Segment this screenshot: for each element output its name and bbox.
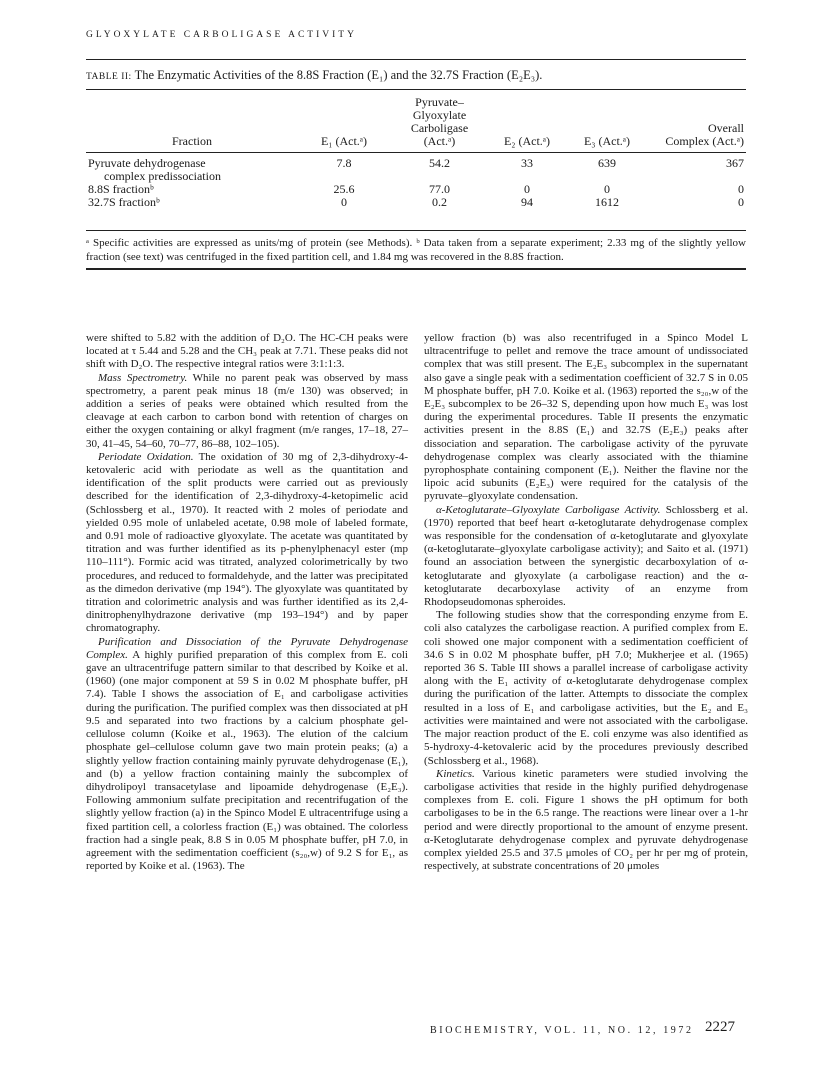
fraction-name: 32.7S fractionᵇ [88,195,160,209]
carboligase-cell: 0.2 [432,195,447,209]
section-heading: Mass Spectrometry. [98,371,188,384]
fraction-name-continued: complex predissociation [104,169,221,183]
fraction-cell [86,153,298,184]
e1-cell: 0 [341,195,347,209]
col-header-overall-line: Complex (Act.ᵃ) [665,134,744,148]
e2-cell: 0 [524,182,530,196]
paragraph-text: Schlossberg et al. (1970) reported that beef heart α-ketoglutarate dehydrogenase complex was responsible for the condensation of α-ketoglutarate and glyoxylate (α-ketoglutarate–glyoxylate carboligase activity); and Saito et al. (1971) found an association between the synergistic decarboxylation of α-ketoglutarate and glyoxylate (a carboligase reaction) and the α-ketoglutarate decarboxylase activity of an enzyme from Rhodopseudomonas spheroides. [424,503,748,609]
section-heading: α-Ketoglutarate–Glyoxylate Carboligase Activity. [436,503,661,516]
paragraph-text: A highly purified preparation of this complex from E. coli gave an ultracentrifuge pattern similar to that described by Koike et al. (1960) (one major component at 59 S in 0.02 M phosphate buffer, pH 7.4). Table I shows the association of E₁ and carboligase activities during the purification. The purified complex was then dissociated at pH 9.5 and separated into two fractions by a calcium phosphate gel-cellulose column (Koike et al., 1963). The elution of the calcium phosphate gel–cellulose column gave two main protein peaks; (a) a slightly yellow fraction containing mainly pyruvate dehydrogenase (E₁), and (b) a yellow fraction containing mainly the subcomplex of dihydrolipoyl transacetylase and lipoamide dehydrogenase (E₂E₃). Following ammonium sulfate precipitation and recentrifugation of the slightly yellow fraction (a) in the Spinco Model E ultracentrifuge using a fixed partition cell, a colorless fraction (E₁) was obtained. The colorless fraction had a single peak, 8.8 S in 0.05 M phosphate buffer, pH 7.0, in agreement with the sedimentation coefficient (s₂₀,w) of 9.2 S for E₁, as reported by Koike et al. (1963). The [86,648,408,873]
e3-cell: 1612 [595,195,619,209]
table-label: TABLE II: [86,72,132,82]
col-header-e2: E₂ (Act.ᵃ) [489,94,565,153]
paragraph [86,451,408,636]
col-header-e1: E₁ (Act.ᵃ) [298,94,390,153]
table-row [86,196,746,209]
table-footnote: ᵃ Specific activities are expressed as units/mg of protein (see Methods). ᵇ Data taken from a separate experiment; 2.33 mg of the slightly yellow fraction (see text) was centrifuged in the fixed partition cell, and 1.84 mg was recovered in the 8.8S fraction. [86,237,746,263]
table-caption [86,68,542,83]
page-number: 2227 [705,1019,735,1035]
right-text-column [424,332,748,873]
table-bottom-rule [86,268,746,270]
col-header-carboligase-line: Carboligase [410,121,469,135]
e3-cell: 639 [598,156,616,170]
carboligase-cell: 54.2 [429,156,450,170]
e2-cell: 94 [521,195,533,209]
paragraph [86,372,408,451]
paragraph-text: While no parent peak was observed by mass spectrometry, a parent peak minus 18 (m/e 130) was observed; in addition a series of peaks were obtained which resulted from the cleavage at each carbon to carbon bond with retention of charges on either the oxygen containing or alkyl fragment (m/e ranges, 17–18, 27–30, 41–45, 54–60, 70–77, 86–88, 102–105). [86,371,408,450]
table-row [86,183,746,196]
col-header-carboligase-line: Pyruvate– [415,95,464,109]
col-header-fraction: Fraction [86,94,298,153]
paragraph: yellow fraction (b) was also recentrifuged in a Spinco Model L ultracentrifuge to pellet and remove the trace amount of undissociated complex that was still present. The E₂E₃ subcomplex in the supernatant also gave a single peak with a sedimentation coefficient of 32.7 S in 0.05 M phosphate buffer, pH 7.0. Koike et al. (1963) reported the s₂₀,w of the E₂E₃ subcomplex to be 26–32 S, depending upon how much E₃ was lost during the experimental procedures. Table II presents the enzymatic activities present in the 8.8S (E₁) and 32.7S (E₂E₃) peaks after dissociation and separation. The carboligase activity of the pyruvate dehydrogenase complex was clearly associated with the thiamine pyrophosphate containing component (E₁). Neither the flavine nor the lipoic acid subunits (E₂E₃) were required for the catalysis of the pyruvate–glyoxylate condensation. [424,332,748,503]
table-footnote-rule [86,230,746,231]
fraction-name: 8.8S fractionᵇ [88,182,154,196]
col-header-carboligase-line: Glyoxylate [412,108,467,122]
paragraph: were shifted to 5.82 with the addition of D₂O. The HC-CH peaks were located at τ 5.44 and 5.28 and the CH₃ peak at 7.71. These peaks did not shift with D₂O. The respective integral ratios were 3:1:1:3. [86,332,408,371]
e2-cell: 33 [521,156,533,170]
e1-cell: 7.8 [336,156,352,170]
table-row [86,153,746,184]
table-top-rule [86,89,746,90]
col-header-overall-line: Overall [708,121,744,135]
col-header-carboligase-line: (Act.ᵃ) [423,134,456,148]
e1-cell: 25.6 [333,182,355,196]
fraction-name: Pyruvate dehydrogenase [88,156,206,170]
table-header-row [86,94,746,153]
running-title: GLYOXYLATE CARBOLIGASE ACTIVITY [86,30,357,40]
left-text-column [86,332,408,873]
journal-citation: BIOCHEMISTRY, VOL. 11, NO. 12, 1972 [430,1025,694,1036]
enzymatic-activities-table [86,94,746,209]
top-rule [86,59,746,60]
section-heading: Kinetics. [436,767,475,780]
overall-cell: 0 [738,195,744,209]
section-heading: Purification and Dissociation of the Pyruvate Dehydrogenase Complex. [86,635,408,661]
overall-cell: 367 [726,156,744,170]
fraction-cell [86,196,298,209]
overall-cell: 0 [738,182,744,196]
col-header-overall [649,94,746,153]
e3-cell: 0 [604,182,610,196]
paragraph: The following studies show that the corresponding enzyme from E. coli also catalyzes the carboligase reaction. A purified complex from E. coli showed one major component with a sedimentation coefficient of 34.6 S in 0.02 M phosphate buffer, pH 7.0; Mukherjee et al. (1965) reported 36 S. Table III shows a parallel increase of carboligase activity along with the E₁ activity of α-ketoglutarate dehydrogenase complex during the purification of the latter. Attempts to dissociate the complex resulted in a loss of E₁ and carboligase activities, but the E₂ and E₃ activities were maintained and were not associated with the carboligase. The major reaction product of the E. coli enzyme was also identified as 5-hydroxy-4-ketovaleric acid by the procedures previously described (Schlossberg et al., 1968). [424,609,748,767]
paragraph-text: The oxidation of 30 mg of 2,3-dihydroxy-4-ketovaleric acid with periodate as well as the quantitation and identification of the split products were carried out as previously described for the identification of 2,3-dihydroxy-4-ketopimelic acid (Schlossberg et al., 1970). It reacted with 2 moles of periodate and yielded 0.95 mole of unlabeled acetate, 0.98 mole of labeled formate, and 0.91 mole of radioactive glyoxylate. The acetate was quantitated by titration and was further identified as its p-phenylphenacyl ester (mp 110–111°). Formic acid was titrated, analyzed colorimetrically by two procedures, and reduced to formaldehyde, and the latter was precipitated as the dimedon derivative (mp 194°). The glyoxylate was quantitated by titration and colorimetric analysis and was further identified as its 2,4-dinitrophenylhydrazone derivative (mp 193–194°) and by paper chromatography. [86,450,408,635]
col-header-e3: E₃ (Act.ᵃ) [565,94,649,153]
paragraph [86,636,408,874]
paragraph-text: Various kinetic parameters were studied involving the carboligase activities that reside in the highly purified dehydrogenase complexes from E. coli. Figure 1 shows the pH optimum for both carboligases to be in the 6.5 range. The reactions were linear over a 1-hr period and were directly proportional to the amount of enzyme present. α-Ketoglutarate dehydrogenase complex and pyruvate dehydrogenase complex yielded 25.5 and 37.5 μmoles of CO₂ per hr per mg of protein, respectively, at substrate concentrations of 20 μmoles [424,767,748,873]
carboligase-cell: 77.0 [429,182,450,196]
col-header-carboligase [390,94,489,153]
section-heading: Periodate Oxidation. [98,450,194,463]
paragraph [424,768,748,874]
table-title: The Enzymatic Activities of the 8.8S Fraction (E₁) and the 32.7S Fraction (E₂E₃). [134,68,543,82]
paragraph [424,504,748,610]
